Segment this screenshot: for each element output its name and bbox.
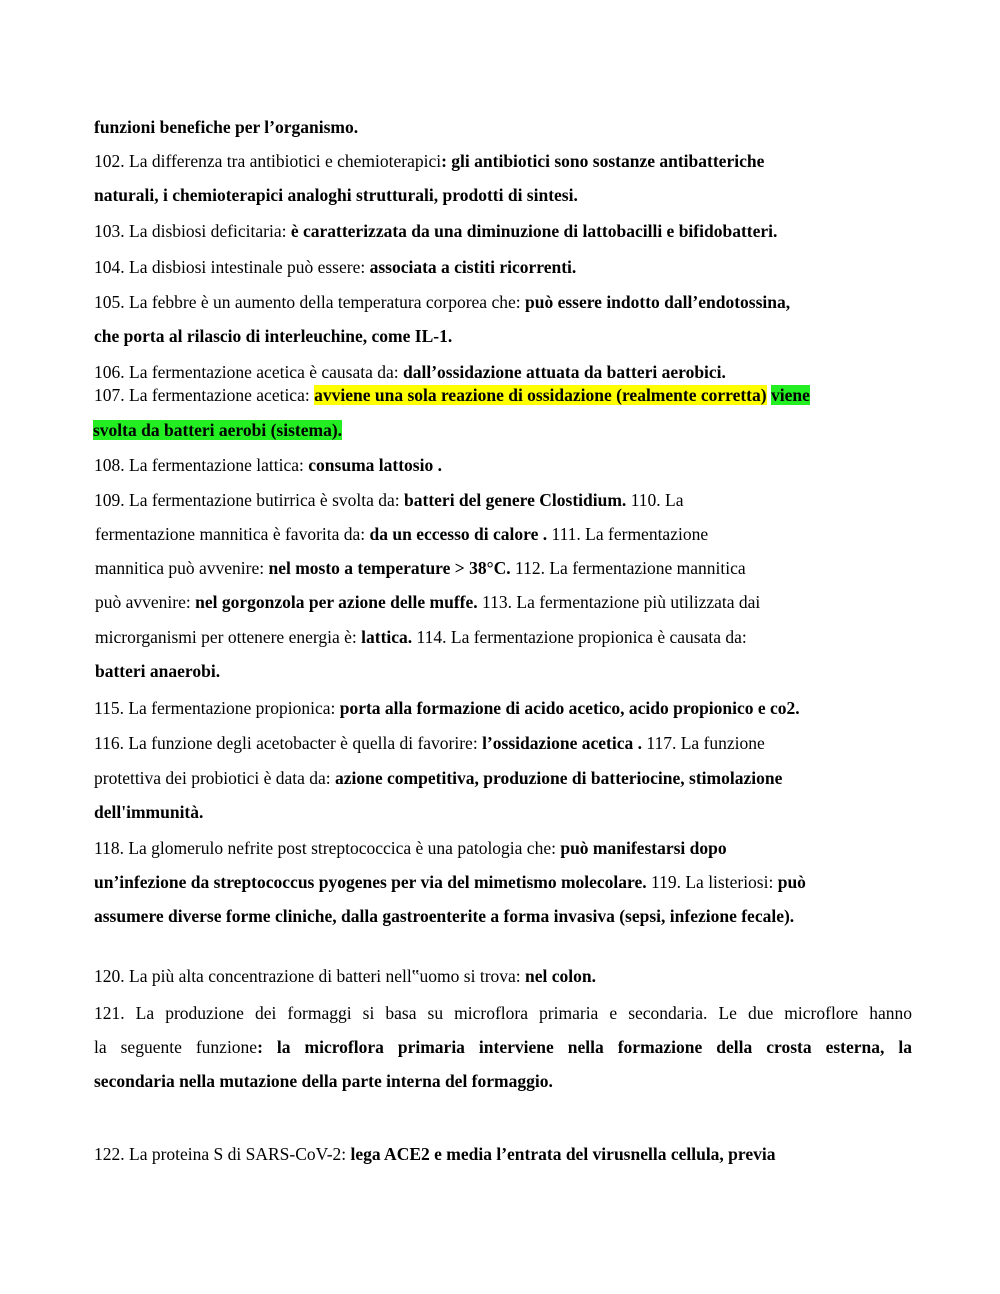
- question-120: 120. La più alta concentrazione di batteri nell‟uomo si trova: nel colon.: [94, 966, 597, 986]
- text-line: dell'immunità.: [94, 802, 204, 822]
- text-line: funzioni benefiche per l’organismo.: [94, 117, 359, 137]
- question-107: 107. La fermentazione acetica: avviene una sola reazione di ossidazione (realmente corretta) viene: [94, 385, 810, 405]
- question-106: 106. La fermentazione acetica è causata da: dall’ossidazione attuata da batteri aerobici.: [94, 362, 726, 382]
- question-108: 108. La fermentazione lattica: consuma lattosio .: [94, 455, 442, 475]
- highlight-green: viene: [770, 385, 810, 405]
- question-122: 122. La proteina S di SARS-CoV-2: lega ACE2 e media l’entrata del virusnella cellula, previa: [94, 1144, 776, 1164]
- text-line: può avvenire: nel gorgonzola per azione delle muffe. 113. La fermentazione più utilizzata dai: [95, 592, 761, 612]
- text-line: secondaria nella mutazione della parte interna del formaggio.: [94, 1071, 553, 1091]
- text-line: fermentazione mannitica è favorita da: da un eccesso di calore . 111. La fermentazione: [95, 524, 709, 544]
- highlight-yellow: avviene una sola reazione di ossidazione (realmente corretta): [314, 385, 767, 405]
- question-118: 118. La glomerulo nefrite post streptococcica è una patologia che: può manifestarsi dopo: [94, 838, 727, 858]
- question-105: 105. La febbre è un aumento della temperatura corporea che: può essere indotto dall’endotossina,: [94, 292, 791, 312]
- text-line: batteri anaerobi.: [95, 661, 221, 681]
- question-121: 121. La produzione dei formaggi si basa su microflora primaria e secondaria. Le due microflore hanno: [94, 1003, 912, 1023]
- question-103: 103. La disbiosi deficitaria: è caratterizzata da una diminuzione di lattobacilli e bifidobatteri.: [94, 221, 778, 241]
- text-line: che porta al rilascio di interleuchine, come IL-1.: [94, 326, 453, 346]
- question-109: 109. La fermentazione butirrica è svolta da: batteri del genere Clostidium. 110. La: [94, 490, 684, 510]
- text-line: microrganismi per ottenere energia è: lattica. 114. La fermentazione propionica è causata da:: [95, 627, 747, 647]
- highlight-green: svolta da batteri aerobi (sistema).: [93, 420, 343, 440]
- text-line: un’infezione da streptococcus pyogenes per via del mimetismo molecolare. 119. La listeriosi: può: [94, 872, 806, 892]
- text-line: protettiva dei probiotici è data da: azione competitiva, produzione di batteriocine, stimolazione: [94, 768, 783, 788]
- question-102: 102. La differenza tra antibiotici e chemioterapici: gli antibiotici sono sostanze antibatteriche: [94, 151, 765, 171]
- text-line: la seguente funzione: la microflora primaria interviene nella formazione della crosta esterna, la: [94, 1037, 913, 1057]
- text-line: mannitica può avvenire: nel mosto a temperature > 38°C. 112. La fermentazione mannitica: [95, 558, 746, 578]
- question-116: 116. La funzione degli acetobacter è quella di favorire: l’ossidazione acetica . 117. La funzione: [94, 733, 765, 753]
- question-115: 115. La fermentazione propionica: porta alla formazione di acido acetico, acido propionico e co2.: [94, 698, 800, 718]
- text-line: [93, 413, 342, 447]
- text-line: assumere diverse forme cliniche, dalla gastroenterite a forma invasiva (sepsi, infezione fecale).: [94, 906, 795, 926]
- text-line: naturali, i chemioterapici analoghi strutturali, prodotti di sintesi.: [94, 185, 578, 205]
- question-104: 104. La disbiosi intestinale può essere: associata a cistiti ricorrenti.: [94, 257, 577, 277]
